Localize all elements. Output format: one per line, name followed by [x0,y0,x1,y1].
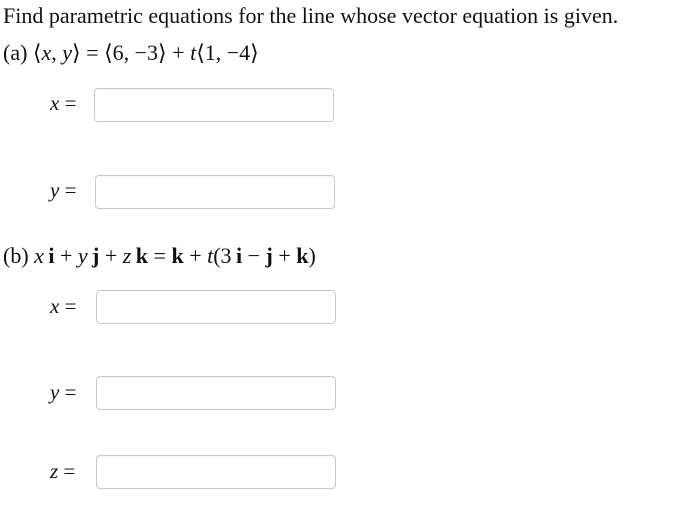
part-b-y-input[interactable] [96,376,336,410]
part-b-z-label [50,459,75,484]
unit-i: i [235,243,243,268]
unit-i: i [48,243,55,268]
plus-sign: + [166,40,191,65]
var-x: x [34,243,44,268]
unit-j: j [92,243,100,268]
equals-sign: = [80,40,105,65]
unit-k: k [296,243,309,268]
point-vector: ⟨6, −3⟩ [104,40,167,65]
minus-sign: − [242,243,266,268]
plus-sign: + [99,243,123,268]
label-var: x [50,294,60,318]
part-a-y-label [50,178,76,203]
question-prompt: Find parametric equations for the line whose vector equation is given. [3,3,619,28]
part-b-z-input[interactable] [96,455,336,489]
plus-sign: + [54,243,78,268]
part-b-tag: (b) [3,243,29,268]
label-equals: = [64,91,77,115]
plus-sign: + [272,243,297,268]
plus-sign: + [183,243,208,268]
part-a-tag: (a) [3,40,28,65]
label-var: y [50,380,60,404]
equals-sign: = [148,243,172,268]
var-t: t [190,40,197,65]
var-z: z [122,243,132,268]
label-equals: = [63,459,76,483]
part-a-y-input[interactable] [95,175,335,209]
var-y: y [77,243,88,268]
label-equals: = [64,178,77,202]
label-var: x [50,91,60,115]
angle-close: ⟩ [72,40,81,65]
part-b-y-label [50,380,76,405]
part-a-x-input[interactable] [94,88,334,122]
unit-j: j [265,243,273,268]
part-b-x-label [50,294,76,319]
angle-open: ⟨ [32,40,42,65]
part-a-x-label [50,91,76,116]
part-b-x-input[interactable] [96,290,336,324]
unit-k: k [171,243,184,268]
var-x: x [41,40,52,65]
label-var: z [50,459,59,483]
paren-open: (3 [213,243,232,268]
label-equals: = [64,380,77,404]
label-equals: = [64,294,77,318]
part-b-equation [3,243,316,269]
comma: , [51,40,63,65]
direction-vector: ⟨1, −4⟩ [196,40,259,65]
paren-close: ) [308,243,316,268]
label-var: y [50,178,60,202]
var-y: y [62,40,73,65]
part-a-equation [3,40,259,66]
var-t: t [207,243,214,268]
unit-k: k [135,243,149,268]
